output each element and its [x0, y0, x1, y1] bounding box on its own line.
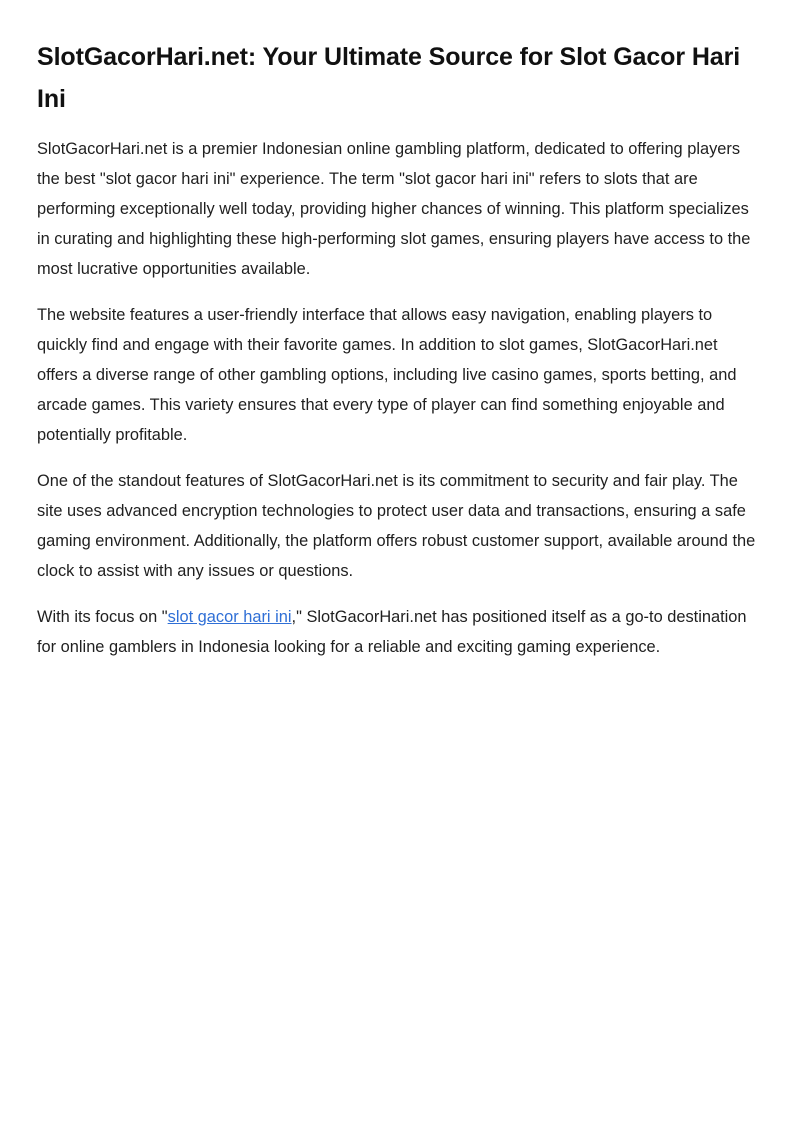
page-title: SlotGacorHari.net: Your Ultimate Source for Slot Gacor Hari Ini — [37, 43, 741, 113]
conclusion-text-before: With its focus on " — [37, 608, 168, 626]
paragraph-features: The website features a user-friendly interface that allows easy navigation, enabling players to quickly find and engage with their favorite games. In addition to slot games, SlotGacorHari.net offers a diverse range of other gambling options, including live casino games, sports betting, and arcade games. This variety ensures that every type of player can find something enjoyable and potentially profitable. — [37, 306, 737, 444]
paragraph-intro: SlotGacorHari.net is a premier Indonesian online gambling platform, dedicated to offering players the best "slot gacor hari ini" experience. The term "slot gacor hari ini" refers to slots that are performing exceptionally well today, providing higher chances of winning. This platform specializes in curating and highlighting these high-performing slot games, ensuring players have access to the most lucrative opportunities available. — [37, 140, 751, 278]
slot-gacor-link[interactable]: slot gacor hari ini — [167, 608, 292, 626]
paragraph-conclusion — [37, 602, 757, 662]
conclusion-text-after: ," SlotGacorHari.net has positioned itself as a go-to destination for online gamblers in Indonesia looking for a reliable and exciting gaming experience. — [37, 608, 747, 656]
paragraph-security: One of the standout features of SlotGacorHari.net is its commitment to security and fair play. The site uses advanced encryption technologies to protect user data and transactions, ensuring a safe gaming environment. Additionally, the platform offers robust customer support, available around the clock to assist with any issues or questions. — [37, 472, 756, 580]
